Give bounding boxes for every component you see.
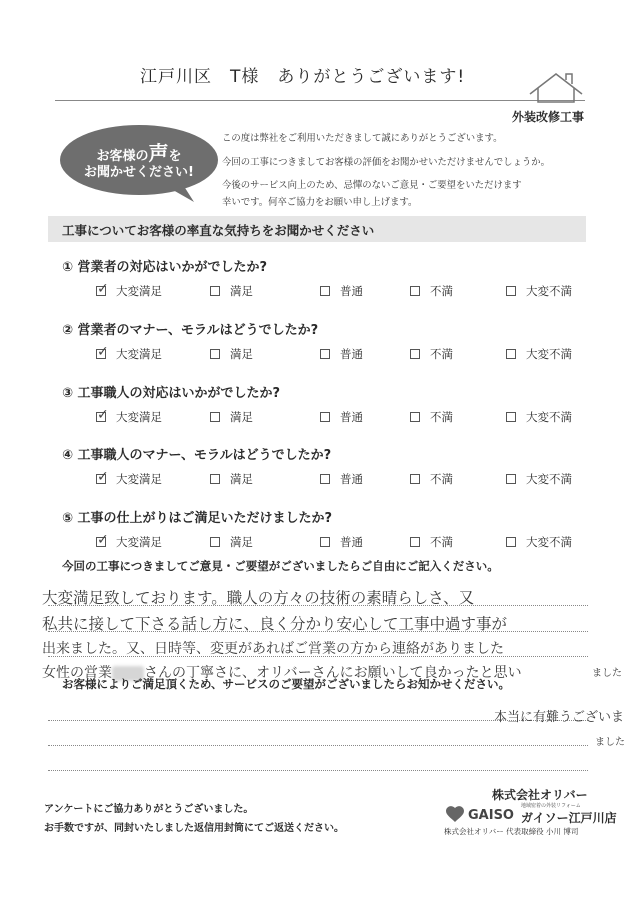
rating-option [96, 283, 162, 299]
option-label: 満足 [230, 284, 253, 298]
question-label: ⑤ 工事の仕上がりはご満足いただけましたか? [62, 511, 333, 526]
check-mark-icon: ✓ [97, 407, 109, 423]
option-label: 大変満足 [116, 410, 162, 424]
checkbox[interactable] [96, 344, 109, 360]
writing-line [48, 745, 588, 746]
rating-option [410, 534, 453, 550]
checkbox[interactable] [96, 281, 109, 297]
checkbox[interactable] [96, 532, 109, 548]
option-label: 大変不満 [526, 472, 572, 486]
logo-tagline: 地域密着の外装リフォーム [521, 803, 581, 809]
company-name: 株式会社オリバー [492, 788, 588, 802]
intro-line: 今後のサービス向上のため、忌憚のないご意見・ご要望をいただけます [222, 180, 522, 191]
checkbox[interactable] [410, 474, 420, 484]
checkbox[interactable] [410, 349, 420, 359]
representative: 株式会社オリバー 代表取締役 小川 博司 [444, 827, 579, 836]
option-label: 普通 [340, 410, 363, 424]
option-label: 大変満足 [116, 347, 162, 361]
intro-line: 幸いです。何卒ご協力をお願い申し上げます。 [222, 197, 418, 208]
checkbox[interactable] [96, 469, 109, 485]
question-label: ① 営業者の対応はいかがでしたか? [62, 260, 268, 275]
option-label: 不満 [430, 535, 453, 549]
handwritten-comment-tail: ました [592, 668, 622, 679]
bubble-subheading: お聞かせください! [84, 165, 194, 180]
option-label: 普通 [340, 472, 363, 486]
footer-thanks: アンケートにご協力ありがとうございました。 [44, 804, 254, 815]
checkbox[interactable] [410, 286, 420, 296]
checkbox[interactable] [506, 286, 516, 296]
checkbox[interactable] [410, 537, 420, 547]
checkbox[interactable] [506, 474, 516, 484]
title-underline [55, 100, 585, 101]
option-label: 大変不満 [526, 284, 572, 298]
option-label: 大変満足 [116, 535, 162, 549]
checkbox[interactable] [210, 286, 220, 296]
rating-option [410, 409, 453, 425]
option-label: 大変不満 [526, 535, 572, 549]
checkbox[interactable] [210, 474, 220, 484]
checkbox[interactable] [506, 537, 516, 547]
rating-option [506, 409, 572, 425]
rating-option [320, 534, 363, 550]
rating-option [506, 534, 572, 550]
option-label: 不満 [430, 472, 453, 486]
checkbox[interactable] [96, 407, 109, 423]
store-name: ガイソー江戸川店 [521, 811, 617, 825]
work-category: 外装改修工事 [512, 110, 585, 124]
option-label: 満足 [230, 535, 253, 549]
house-icon [528, 70, 586, 106]
handwritten-comment: 出来ました。又、日時等、変更があればご営業の方から連絡がありました [42, 641, 504, 657]
rating-option [96, 346, 162, 362]
option-label: 満足 [230, 347, 253, 361]
option-label: 満足 [230, 472, 253, 486]
rating-option [96, 534, 162, 550]
comment-prompt: 今回の工事につきましてご意見・ご要望がございましたらご自由にご記入ください。 [62, 559, 499, 573]
rating-option [506, 346, 572, 362]
handwritten-request: ました [595, 737, 625, 748]
rating-option [320, 471, 363, 487]
section-header: 工事についてお客様の率直な気持ちをお聞かせください [62, 223, 375, 238]
rating-option [96, 409, 162, 425]
rating-option [210, 283, 253, 299]
rating-option [210, 409, 253, 425]
handwritten-comment: 私共に接して下さる話し方に、良く分かり安心して工事中過す事が [42, 615, 508, 633]
check-mark-icon: ✓ [97, 344, 109, 360]
option-label: 大変満足 [116, 472, 162, 486]
option-label: 不満 [430, 284, 453, 298]
rating-option [410, 471, 453, 487]
checkbox[interactable] [320, 412, 330, 422]
rating-option [210, 471, 253, 487]
footer-return-note: お手数ですが、同封いたしました返信用封筒にてご返送ください。 [44, 823, 344, 834]
check-mark-icon: ✓ [97, 281, 109, 297]
rating-option [320, 346, 363, 362]
checkbox[interactable] [320, 474, 330, 484]
question-label: ③ 工事職人の対応はいかがでしたか? [62, 386, 281, 401]
checkbox[interactable] [410, 412, 420, 422]
option-label: 大変満足 [116, 284, 162, 298]
checkbox[interactable] [210, 349, 220, 359]
writing-line [48, 770, 588, 771]
checkbox[interactable] [210, 537, 220, 547]
option-label: 大変不満 [526, 410, 572, 424]
rating-option [210, 346, 253, 362]
rating-option [320, 409, 363, 425]
checkbox[interactable] [506, 412, 516, 422]
rating-option [506, 471, 572, 487]
bubble-heading: お客様の声を [96, 141, 182, 165]
checkbox[interactable] [320, 286, 330, 296]
checkbox[interactable] [320, 349, 330, 359]
option-label: 普通 [340, 284, 363, 298]
gaiso-logo [445, 804, 521, 824]
option-label: 普通 [340, 347, 363, 361]
handwritten-comment: 大変満足致しております。職人の方々の技術の素晴らしさ、又 [42, 589, 475, 607]
intro-line: この度は弊社をご利用いただきまして誠にありがとうございます。 [222, 133, 503, 144]
checkbox[interactable] [320, 537, 330, 547]
option-label: 満足 [230, 410, 253, 424]
handwritten-request: 本当に有難うございま [494, 710, 625, 725]
checkbox[interactable] [210, 412, 220, 422]
check-mark-icon: ✓ [97, 532, 109, 548]
handwritten-comment: 女性の営業 さんの丁寧さに、オリバーさんにお願いして良かったと思い [42, 665, 522, 681]
rating-option [410, 346, 453, 362]
question-label: ④ 工事職人のマナー、モラルはどうでしたか? [62, 448, 332, 463]
option-label: 不満 [430, 347, 453, 361]
option-label: 普通 [340, 535, 363, 549]
svg-text:GAISO: GAISO [468, 808, 514, 823]
check-mark-icon: ✓ [97, 469, 109, 485]
option-label: 不満 [430, 410, 453, 424]
rating-option [410, 283, 453, 299]
checkbox[interactable] [506, 349, 516, 359]
page-title: 江戸川区 T様 ありがとうございます! [140, 67, 466, 87]
rating-option [506, 283, 572, 299]
rating-option [320, 283, 363, 299]
rating-option [96, 471, 162, 487]
request-prompt: お客様によりご満足頂くため、サービスのご要望がございましたらお知かせください。 [62, 677, 511, 691]
option-label: 大変不満 [526, 347, 572, 361]
question-label: ② 営業者のマナー、モラルはどうでしたか? [62, 323, 319, 338]
rating-option [210, 534, 253, 550]
intro-line: 今回の工事につきましてお客様の評価をお聞かせいただけませんでしょうか。 [222, 157, 550, 168]
